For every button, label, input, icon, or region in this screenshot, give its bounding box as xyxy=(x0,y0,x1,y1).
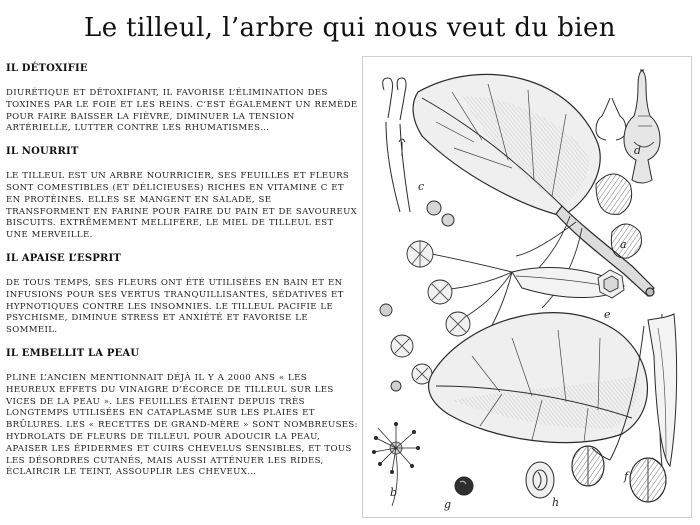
botanical-illustration xyxy=(362,56,692,518)
flower xyxy=(391,335,413,357)
plate-label-d: d xyxy=(634,144,642,157)
plate-label-h: h xyxy=(552,496,560,509)
section-heading: IL APAISE L’ESPRIT xyxy=(6,252,122,264)
section-body: DE TOUS TEMPS, SES FLEURS ONT ÉTÉ UTILISÉES EN BAIN ET EN INFUSIONS POUR SES VERTUS TRANQUILLISANTES, SÉDATIVES ET HYPNOTIQUES CONTRE LES INSOMNIES. LE TILLEUL PACIFIE LE PSYCHISME, DIMINUE STRESS ET ANXIÉTÉ ET FAVORISE LE SOMMEIL. xyxy=(6,277,344,336)
section-heading: IL EMBELLIT LA PEAU xyxy=(6,347,140,359)
section-detoxifie xyxy=(6,62,358,135)
section-body: DIURÉTIQUE ET DÉTOXIFIANT, IL FAVORISE L’ÉLIMINATION DES TOXINES PAR LE FOIE ET LES REINS. C’EST ÉGALEMENT UN REMÈDE POUR FAIRE BAISSER LA FIÈVRE, DIMINUER LA TENSION ARTÉRIELLE, LUTTER CONTRE LES RHUMATISMES… xyxy=(6,88,358,134)
plate-label-g: g xyxy=(444,498,452,511)
section-embellit xyxy=(6,347,358,479)
plate-label-c: c xyxy=(418,180,425,193)
linden-engraving xyxy=(362,56,692,518)
fruit-detail-g xyxy=(455,477,473,495)
flower xyxy=(446,312,470,336)
section-body: LE TILLEUL EST UN ARBRE NOURRICIER, SES FEUILLES ET FLEURS SONT COMESTIBLES (ET DÉLICIEUSES) RICHES EN VITAMINE C ET EN PROTÉINES. ELLES SE MANGENT EN SALADE, SE TRANSFORMENT EN FARINE POUR FAIRE DU PAIN ET DE SAVOUREUX BISCUITS. EXTRÊMEMENT MELLIFÈRE, LE MIEL DE TILLEUL EST UNE MERVEILLE. xyxy=(6,171,358,241)
section-apaise xyxy=(6,252,358,337)
section-heading: IL NOURRIT xyxy=(6,146,79,158)
plate-label-b: b xyxy=(390,486,398,499)
plate-label-a: a xyxy=(620,238,627,251)
seed-detail-h xyxy=(526,462,554,498)
page-title: Le tilleul, l’arbre qui nous veut du bien xyxy=(84,13,616,43)
flower xyxy=(428,280,452,304)
section-nourrit xyxy=(6,145,358,242)
section-heading: IL DÉTOXIFIE xyxy=(6,63,88,74)
flower xyxy=(407,240,433,268)
plate-label-f: f xyxy=(624,470,629,483)
section-body: PLINE L’ANCIEN MENTIONNAIT DÉJÀ IL Y A 2000 ANS « LES HEUREUX EFFETS DU VINAIGRE D’ÉCORCE DE TILLEUL SUR LES VICES DE LA PEAU ». LES FEUILLES ÉTAIENT DEPUIS TRÈS LONGTEMPS UTILISÉES EN CATAPLASME SUR LES PLAIES ET BRÛLURES. LES « RECETTES DE GRAND-MÈRE » SONT NOMBREUSES: HYDROLATS DE FLEURS DE TILLEUL POUR ADOUCIR LA PEAU, APAISER LES ÉPIDERMES ET CUIRS CHEVELUS SENSIBLES, ET TOUS LES DÉSORDRES CUTANÉS, MAIS AUSSI ATTÉNUER LES RIDES, ÉCLAIRCIR LE TEINT, ASSOUPLIR LES CHEVEUX… xyxy=(6,372,358,478)
text-column xyxy=(6,62,358,489)
plate-label-e: e xyxy=(604,308,611,321)
